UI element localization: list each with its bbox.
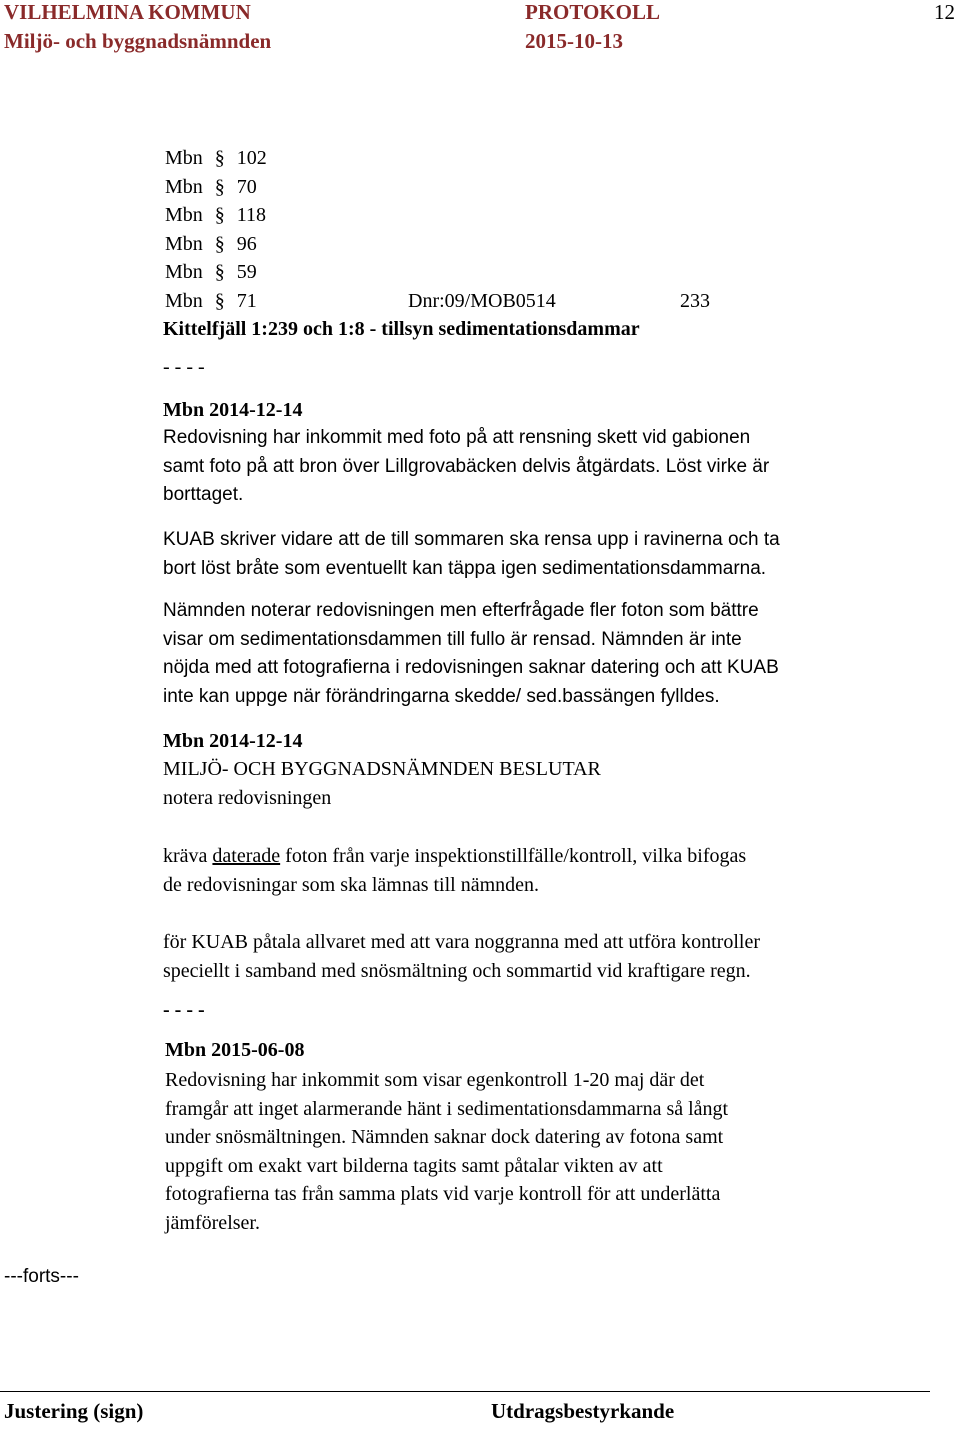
- item-prefix: kräva: [163, 845, 213, 867]
- reference-number: 70: [236, 176, 257, 198]
- reference-line: [165, 147, 267, 170]
- paragraph-line: nöjda med att fotografierna i redovisningen saknar datering och att KUAB: [163, 657, 779, 678]
- section-symbol: §: [214, 176, 225, 198]
- paragraph-line: framgår att inget alarmerande hänt i sedimentationsdammarna så långt: [165, 1097, 729, 1120]
- case-title: Kittelfjäll 1:239 och 1:8 - tillsyn sedimentationsdammar: [163, 318, 640, 340]
- reference-number: 102: [236, 147, 267, 169]
- paragraph-line: under snösmältningen. Nämnden saknar dock datering av fotona samt: [165, 1126, 724, 1148]
- reference-line: [165, 261, 257, 284]
- decision-item: [163, 928, 908, 985]
- footer-certification-label: Utdragsbestyrkande: [491, 1399, 675, 1423]
- paragraph-line: borttaget.: [163, 484, 244, 505]
- section-heading: Mbn 2014-12-14: [163, 399, 303, 421]
- reference-prefix: Mbn: [165, 147, 203, 169]
- footer-signature-label: Justering (sign): [4, 1399, 144, 1423]
- separator: - - - -: [163, 999, 205, 1021]
- decision-item: [163, 842, 908, 899]
- reference-prefix: Mbn: [165, 233, 203, 255]
- footer-rule: [0, 1391, 930, 1392]
- paragraph-line: fotografierna tas från samma plats vid varje kontroll för att underlätta: [165, 1183, 721, 1205]
- meeting-date: 2015-10-13: [525, 29, 623, 53]
- section-symbol: §: [214, 261, 225, 283]
- decision-item: notera redovisningen: [163, 787, 332, 809]
- section-symbol: §: [214, 290, 225, 312]
- continuation-marker: ---forts---: [4, 1266, 79, 1287]
- paragraph: [163, 597, 908, 711]
- reference-number: 96: [236, 233, 257, 255]
- separator: - - - -: [163, 356, 205, 378]
- decision-heading: Mbn 2014-12-14: [163, 730, 303, 752]
- paragraph-line: jämförelser.: [165, 1211, 260, 1234]
- paragraph-line: samt foto på att bron över Lillgrovabäcken delvis åtgärdats. Löst virke är: [163, 455, 770, 477]
- paragraph-line: bort löst bråte som eventuellt kan täppa igen sedimentationsdammarna.: [163, 557, 767, 579]
- diary-sequence-number: 233: [680, 290, 710, 312]
- section-symbol: §: [214, 147, 225, 169]
- reference-line: [165, 233, 257, 256]
- reference-number: 71: [236, 290, 257, 312]
- section-symbol: §: [214, 204, 225, 226]
- reference-prefix: Mbn: [165, 290, 203, 312]
- document-type: PROTOKOLL: [525, 0, 660, 24]
- paragraph-line: visar om sedimentationsdammen till fullo är rensad. Nämnden är inte: [163, 628, 742, 650]
- paragraph: [163, 526, 908, 583]
- underlined-word: daterade: [212, 845, 281, 867]
- municipality-name: VILHELMINA KOMMUN: [4, 0, 251, 24]
- paragraph-line: speciellt i samband med snösmältning och sommartid vid kraftigare regn.: [163, 959, 751, 982]
- reference-prefix: Mbn: [165, 176, 203, 198]
- paragraph-line: KUAB skriver vidare att de till sommaren ska rensa upp i ravinerna och ta: [163, 529, 780, 550]
- paragraph-line: [163, 842, 908, 871]
- committee-name: Miljö- och byggnadsnämnden: [4, 29, 272, 53]
- item-rest: foton från varje inspektionstillfälle/kontroll, vilka bifogas: [280, 845, 747, 867]
- reference-line: [165, 290, 257, 313]
- paragraph-line: Redovisning har inkommit som visar egenkontroll 1-20 maj där det: [165, 1069, 705, 1091]
- reference-number: 59: [236, 261, 257, 283]
- paragraph-line: uppgift om exakt vart bilderna tagits samt påtalar vikten av att: [165, 1154, 663, 1177]
- page-number: 12: [934, 0, 955, 24]
- diary-number: Dnr:09/MOB0514: [408, 290, 556, 312]
- section-symbol: §: [214, 233, 225, 255]
- paragraph-line: de redovisningar som ska lämnas till nämnden.: [163, 873, 540, 896]
- reference-number: 118: [236, 204, 267, 226]
- paragraph-line: Redovisning har inkommit med foto på att rensning skett vid gabionen: [163, 427, 751, 448]
- paragraph: [165, 1066, 910, 1237]
- section-heading: Mbn 2015-06-08: [165, 1039, 305, 1061]
- reference-line: [165, 176, 257, 199]
- paragraph-line: för KUAB påtala allvaret med att vara noggranna med att utföra kontroller: [163, 931, 760, 953]
- decision-title: MILJÖ- OCH BYGGNADSNÄMNDEN BESLUTAR: [163, 758, 601, 780]
- reference-prefix: Mbn: [165, 261, 203, 283]
- reference-line: [165, 204, 266, 227]
- paragraph-line: Nämnden noterar redovisningen men efterfrågade fler foton som bättre: [163, 600, 759, 621]
- reference-prefix: Mbn: [165, 204, 203, 226]
- paragraph: [163, 424, 908, 510]
- paragraph-line: inte kan uppge när förändringarna skedde/ sed.bassängen fylldes.: [163, 685, 720, 707]
